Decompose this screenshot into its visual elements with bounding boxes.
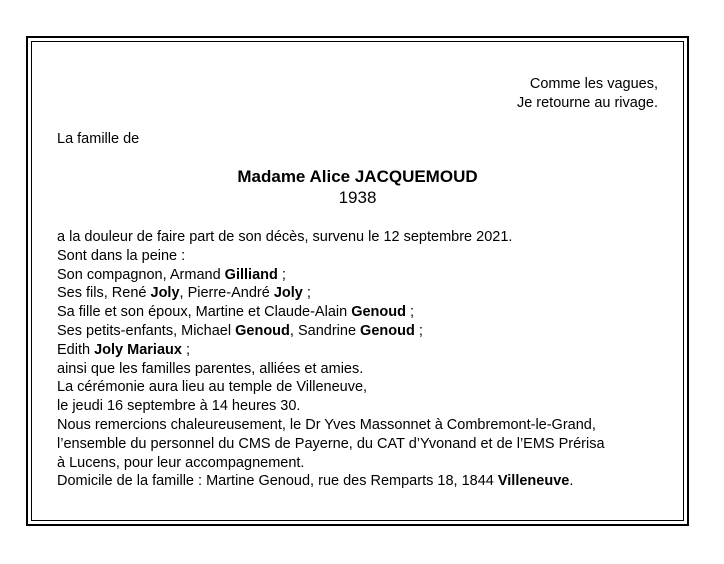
intro-text: La famille de [57,131,140,147]
body-line [57,322,677,341]
text-segment: Domicile de la famille : Martine Genoud, rue des Remparts 18, 1844 [57,473,498,490]
body-line: Sont dans la peine : [57,247,186,264]
text-segment: , Sandrine [289,322,361,339]
notice-inner-frame [31,41,684,521]
text-segment: , Pierre-André [179,285,274,302]
text-segment: Ses fils, René [57,285,151,302]
surname: Joly Mariaux [94,341,182,358]
notice-body [57,228,677,491]
body-line [57,341,677,360]
text-segment: ; [181,341,190,358]
body-line: a la douleur de faire part de son décès, survenu le 12 septembre 2021. [57,229,513,245]
body-line [57,266,677,285]
surname: Genoud [235,322,290,339]
epigraph-line: Comme les vagues, [529,76,658,92]
surname: Gilliand [224,266,278,283]
deceased-name: Madame Alice JACQUEMOUD [237,167,478,186]
body-line [57,284,677,303]
body-line: à Lucens, pour leur accompagnement. [57,454,305,471]
text-segment: Son compagnon, Armand [57,266,225,283]
text-segment: . [569,473,574,490]
text-segment: ; [405,304,415,321]
epigraph-line: Je retourne au rivage. [516,95,658,111]
text-segment: ; [414,322,423,339]
notice-frame [26,36,689,526]
surname: Joly [150,285,180,302]
body-line [57,303,677,322]
text-segment: Sa fille et son époux, Martine et Claude-Alain [57,304,352,321]
surname: Genoud [360,322,415,339]
body-line: l’ensemble du personnel du CMS de Payerne, du CAT d’Yvonand et de l’EMS Prérisa [57,435,605,452]
epigraph [517,75,658,113]
deceased-year: 1938 [338,188,377,207]
body-line: ainsi que les familles parentes, alliées et amies. [57,360,364,377]
text-segment: Edith [57,341,95,358]
body-line: le jeudi 16 septembre à 14 heures 30. [57,398,301,415]
text-segment: ; [277,266,286,283]
body-line: Nous remercions chaleureusement, le Dr Yves Massonnet à Combremont-le-Grand, [57,416,596,433]
text-segment: ; [302,285,311,302]
place-name: Villeneuve [497,473,570,490]
body-line: La cérémonie aura lieu au temple de Villeneuve, [57,379,368,396]
surname: Genoud [351,304,406,321]
body-line [57,472,677,491]
deceased-block [32,166,683,208]
surname: Joly [273,285,303,302]
text-segment: Ses petits-enfants, Michael [57,322,236,339]
